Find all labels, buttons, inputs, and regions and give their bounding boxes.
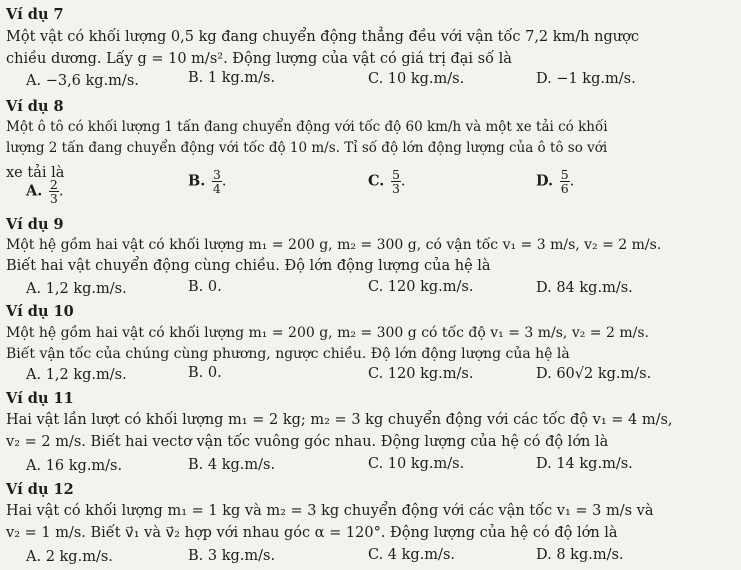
example-8-question-line-3: xe tải là [6, 165, 65, 181]
fraction-denominator: 3 [49, 191, 58, 206]
example-12-option-a: A. 2 kg.m/s. [26, 549, 113, 565]
example-9-question-line-1: Một hệ gồm hai vật có khối lượng m₁ = 200 g, m₂ = 300 g, có vận tốc v₁ = 3 m/s, v₂ = 2 m/s. [6, 237, 662, 253]
fraction-denominator: 3 [391, 181, 400, 196]
example-10-option-c: C. 120 kg.m/s. [368, 366, 474, 382]
example-11-option-b: B. 4 kg.m/s. [188, 457, 276, 473]
example-7-question-line-1: Một vật có khối lượng 0,5 kg đang chuyển động thẳng đều với vận tốc 7,2 km/h ngược [6, 29, 639, 45]
example-8-option-a: A. $\frac{2}{3}$ . [26, 177, 64, 206]
example-10-option-a: A. 1,2 kg.m/s. [26, 367, 127, 383]
fraction-denominator: 4 [212, 181, 221, 196]
example-8-title: Ví dụ 8 [6, 98, 64, 115]
fraction-numerator: 5 [560, 167, 569, 182]
example-9-option-b: B. 0. [188, 279, 222, 295]
option-a-label: A. [26, 182, 43, 200]
example-12-question-line-2: v₂ = 1 m/s. Biết v⃗₁ và v⃗₂ hợp với nhau góc α = 120°. Động lượng của hệ có độ lớn là [6, 525, 618, 541]
example-12-title: Ví dụ 12 [6, 481, 74, 498]
example-10-question-line-1: Một hệ gồm hai vật có khối lượng m₁ = 200 g, m₂ = 300 g có tốc độ v₁ = 3 m/s, v₂ = 2 m/s. [6, 325, 649, 341]
example-7-question-line-2: chiều dương. Lấy g = 10 m/s². Động lượng của vật có giá trị đại số là [6, 51, 512, 67]
example-12-option-c: C. 4 kg.m/s. [368, 547, 455, 563]
example-10-question-line-2: Biết vận tốc của chúng cùng phương, ngược chiều. Độ lớn động lượng của hệ là [6, 346, 570, 362]
example-7-option-d: D. −1 kg.m/s. [536, 71, 636, 87]
example-8-question-line-2: lượng 2 tấn đang chuyển động với tốc độ 10 m/s. Tỉ số độ lớn động lượng của ô tô so với [6, 140, 608, 156]
example-11-question-line-2: v₂ = 2 m/s. Biết hai vectơ vận tốc vuông góc nhau. Động lượng của hệ có độ lớn là [6, 434, 609, 450]
example-12-option-b: B. 3 kg.m/s. [188, 548, 276, 564]
option-a-fraction [49, 178, 59, 205]
example-9-option-c: C. 120 kg.m/s. [368, 279, 474, 295]
example-11-question-line-1: Hai vật lần lượt có khối lượng m₁ = 2 kg; m₂ = 3 kg chuyển động với các tốc độ v₁ = 4 m/s, [6, 412, 673, 428]
example-8-option-c: C. $\frac{5}{3}$ . [368, 167, 406, 196]
fraction-numerator: 3 [212, 167, 221, 182]
fraction-numerator: 5 [391, 167, 400, 182]
example-9-question-line-2: Biết hai vật chuyển động cùng chiều. Độ lớn động lượng của hệ là [6, 258, 491, 274]
example-12-question-line-1: Hai vật có khối lượng m₁ = 1 kg và m₂ = 3 kg chuyển động với các vận tốc v₁ = 3 m/s và [6, 503, 654, 519]
option-b-label: B. [188, 172, 206, 190]
example-7-option-b: B. 1 kg.m/s. [188, 70, 276, 86]
example-8-option-b: B. $\frac{3}{4}$ . [188, 167, 227, 196]
example-8-question-line-1: Một ô tô có khối lượng 1 tấn đang chuyển động với tốc độ 60 km/h và một xe tải có khối [6, 119, 608, 135]
example-7-option-a: A. −3,6 kg.m/s. [26, 73, 139, 89]
example-10-option-d: D. 60√2 kg.m/s. [536, 366, 652, 382]
example-9-option-d: D. 84 kg.m/s. [536, 280, 633, 296]
example-11-title: Ví dụ 11 [6, 390, 74, 407]
example-11-option-a: A. 16 kg.m/s. [26, 458, 123, 474]
option-b-fraction [212, 168, 222, 195]
example-10-title: Ví dụ 10 [6, 303, 74, 320]
example-7-title: Ví dụ 7 [6, 6, 64, 23]
option-d-fraction [560, 168, 570, 195]
option-d-label: D. [536, 172, 554, 190]
example-11-option-c: C. 10 kg.m/s. [368, 456, 465, 472]
fraction-numerator: 2 [49, 177, 58, 192]
example-10-option-b: B. 0. [188, 365, 222, 381]
option-c-label: C. [368, 172, 385, 190]
example-11-option-d: D. 14 kg.m/s. [536, 456, 633, 472]
example-7-option-c: C. 10 kg.m/s. [368, 71, 465, 87]
example-8-option-d: D. $\frac{5}{6}$ . [536, 167, 575, 196]
example-9-title: Ví dụ 9 [6, 216, 64, 233]
fraction-denominator: 6 [560, 181, 569, 196]
example-9-option-a: A. 1,2 kg.m/s. [26, 281, 127, 297]
example-12-option-d: D. 8 kg.m/s. [536, 547, 624, 563]
option-c-fraction [391, 168, 401, 195]
